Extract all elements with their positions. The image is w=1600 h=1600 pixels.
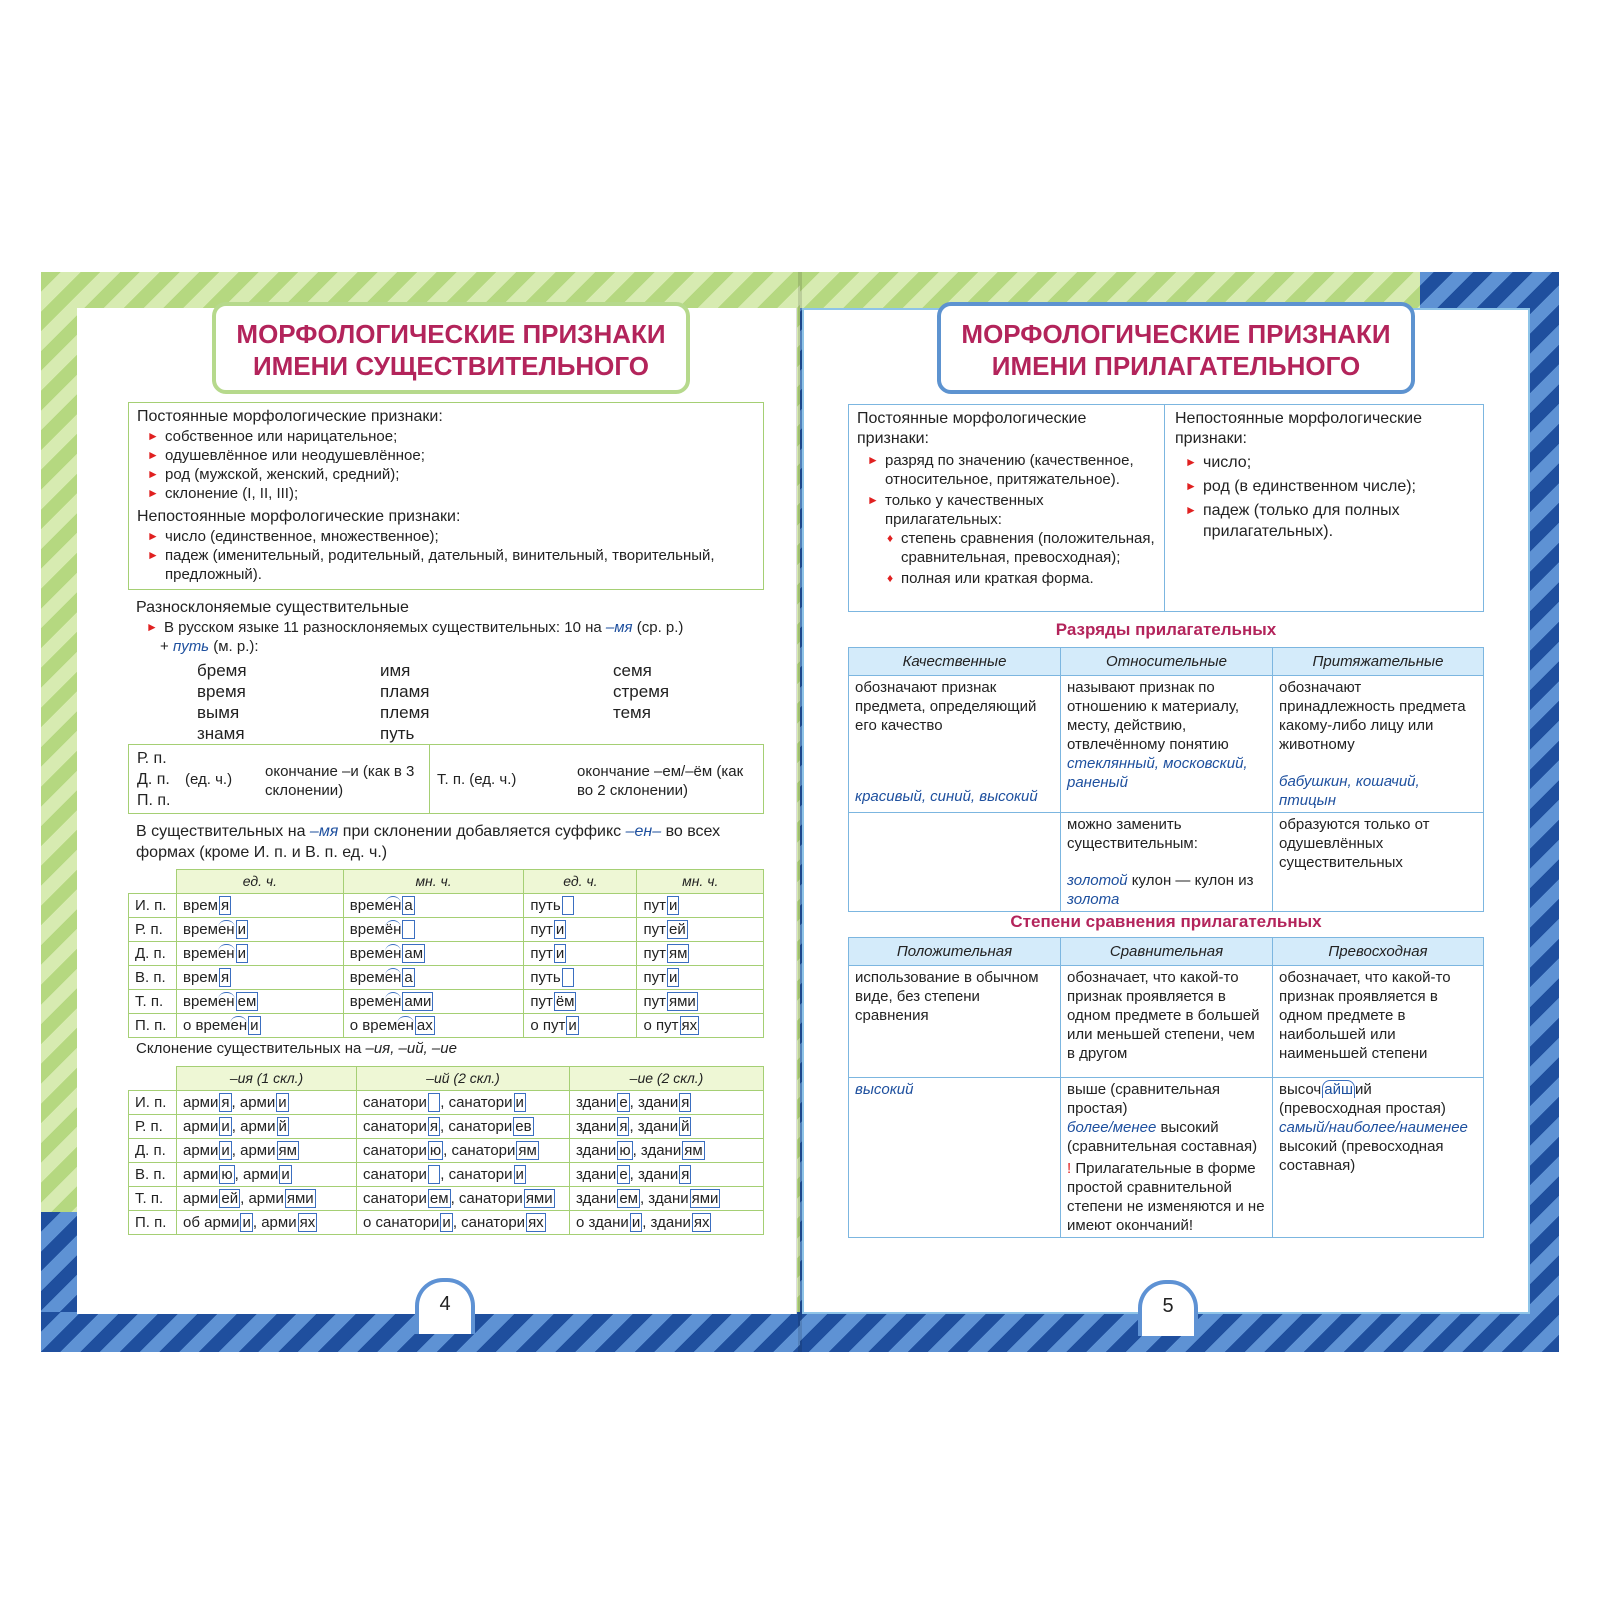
adj-nonconst-col	[1167, 405, 1483, 546]
list-item: ► падеж (именительный, родительный, дательный, винительный, творительный, предложный).	[147, 547, 715, 583]
table-cell: о пут и	[524, 1014, 637, 1038]
column-header: –ие (2 скл.)	[570, 1067, 764, 1091]
declension-table-1	[128, 869, 764, 1038]
table-cell: пут и	[637, 894, 764, 918]
table-cell: здани ю , здани ям	[570, 1139, 764, 1163]
table-cell: пут и	[524, 942, 637, 966]
table-cell: обозначает, что какой-то признак проявляется в одном предмете в большей или меньшей степени, чем в другом	[1061, 966, 1273, 1078]
table-cell: времен а	[343, 966, 524, 990]
words-col-3: семя стремя темя	[613, 661, 670, 722]
case-label: Т. п.	[129, 1187, 177, 1211]
right-page	[802, 308, 1530, 1317]
column-header: –ия (1 скл.)	[177, 1067, 357, 1091]
table-cell: арми и , арми ям	[177, 1139, 357, 1163]
table-cell: выше (сравнительная простая) более/менее высокий (сравнительная составная) ! Прилагательные в форме простой сравнительной степени не изменяются и не имеют окончаний!	[1061, 1078, 1273, 1238]
table-cell: санатори я , санатори ев	[357, 1115, 570, 1139]
case-label: И. п.	[129, 894, 177, 918]
case-label: В. п.	[129, 966, 177, 990]
page-number-4: 4	[415, 1278, 475, 1334]
column-header: ед. ч.	[177, 870, 344, 894]
case-label: Р. п.	[129, 1115, 177, 1139]
list-item: ► разряд по значению (качественное, относительное, притяжательное).	[867, 452, 1134, 488]
table-cell: здани е , здани я	[570, 1091, 764, 1115]
table-cell	[849, 813, 1061, 912]
table-cell: высоч айш ий (превосходная простая) самый/наиболее/наименее высокий (превосходная составная)	[1273, 1078, 1484, 1238]
noun-const-heading: Постоянные морфологические признаки:	[137, 408, 443, 425]
table-cell: санатори ем , санатори ями	[357, 1187, 570, 1211]
suffix-note: В существительных на –мя при склонении добавляется суффикс –ен– во всех формах (кроме И. п. и В. п. ед. ч.)	[136, 823, 721, 861]
table-cell: обозначают признак предмета, определяющий его качество красивый, синий, высокий	[849, 676, 1061, 813]
table-cell: врем я	[177, 894, 344, 918]
table-row	[129, 1187, 764, 1211]
table-cell: здани е , здани я	[570, 1163, 764, 1187]
table-cell: санатори , санатори и	[357, 1163, 570, 1187]
list-item: ► число (единственное, множественное);	[147, 528, 439, 545]
razn-section	[136, 598, 766, 656]
table-cell: времен а	[343, 894, 524, 918]
case-label: И. п.	[129, 1091, 177, 1115]
table-cell: санатори ю , санатори ям	[357, 1139, 570, 1163]
table-cell: путь	[524, 894, 637, 918]
right-page-title: МОРФОЛОГИЧЕСКИЕ ПРИЗНАКИ ИМЕНИ ПРИЛАГАТЕЛЬНОГО	[937, 302, 1415, 394]
adj-features-box	[848, 404, 1484, 612]
sub-item: ♦ степень сравнения (положительная, сравнительная, превосходная);	[887, 530, 1155, 566]
sub-item: ♦ полная или краткая форма.	[887, 570, 1094, 587]
table-row	[129, 1091, 764, 1115]
column-header: Превосходная	[1273, 938, 1484, 966]
razryady-table	[848, 647, 1484, 912]
case-label: П. п.	[129, 1211, 177, 1235]
case-label: Т. п.	[129, 990, 177, 1014]
table-cell: пут ём	[524, 990, 637, 1014]
column-header: мн. ч.	[343, 870, 524, 894]
table-cell: здани я , здани й	[570, 1115, 764, 1139]
stepeni-table	[848, 937, 1484, 1238]
table-cell: о времен и	[177, 1014, 344, 1038]
table-cell: времен и	[177, 942, 344, 966]
ed-ch-label: (ед. ч.)	[185, 771, 233, 788]
adj-nonconst-heading: Непостоянные морфологические признаки:	[1175, 410, 1423, 447]
left-page	[77, 308, 797, 1314]
table-cell: использование в обычном виде, без степени сравнения	[849, 966, 1061, 1078]
table-cell: арми ей , арми ями	[177, 1187, 357, 1211]
table-cell: арми и , арми й	[177, 1115, 357, 1139]
table-row	[129, 942, 764, 966]
table-cell: об арми и , арми ях	[177, 1211, 357, 1235]
case-label: Д. п.	[129, 1139, 177, 1163]
table-row	[129, 1115, 764, 1139]
column-header: Сравнительная	[1061, 938, 1273, 966]
cases-list: Р. п. Д. п. П. п.	[137, 750, 171, 809]
table-cell: санатори , санатори и	[357, 1091, 570, 1115]
table-row	[129, 918, 764, 942]
table-row	[129, 1014, 764, 1038]
list-item: ► число;	[1185, 454, 1252, 471]
razn-text: ► В русском языке 11 разносклоняемых существительных: 10 на –мя (ср. р.)	[146, 619, 684, 636]
razn-endings-box	[128, 744, 764, 814]
list-item: ► склонение (I, II, III);	[147, 485, 299, 502]
razn-text-2: + путь (м. р.):	[160, 638, 259, 655]
ending-i: окончание –и (как в 3 склонении)	[265, 763, 415, 799]
left-page-title: МОРФОЛОГИЧЕСКИЕ ПРИЗНАКИ ИМЕНИ СУЩЕСТВИТЕЛЬНОГО	[212, 302, 690, 394]
table-cell: времен ами	[343, 990, 524, 1014]
list-item: ► род (мужской, женский, средний);	[147, 466, 400, 483]
table-cell: пут ей	[637, 918, 764, 942]
table-cell: обозначают принадлежность предмета какому-либо лицу или животному бабушкин, кошачий, птицын	[1273, 676, 1484, 813]
adj-const-heading: Постоянные морфологические признаки:	[857, 410, 1087, 447]
table-cell: арми я , арми и	[177, 1091, 357, 1115]
table-row	[129, 1139, 764, 1163]
divider	[429, 745, 430, 813]
table-row	[129, 1211, 764, 1235]
razryady-title: Разряды прилагательных	[1055, 620, 1277, 639]
case-label: В. п.	[129, 1163, 177, 1187]
table-cell: здани ем , здани ями	[570, 1187, 764, 1211]
words-col-2: имя пламя племя путь	[380, 661, 430, 743]
ending-em: окончание –ем/–ём (как во 2 склонении)	[577, 763, 744, 799]
table-row	[129, 966, 764, 990]
table-cell: пут и	[524, 918, 637, 942]
table-cell: путь	[524, 966, 637, 990]
table-cell: пут ям	[637, 942, 764, 966]
table-cell: времён	[343, 918, 524, 942]
case-label: П. п.	[129, 1014, 177, 1038]
table-cell: времен ам	[343, 942, 524, 966]
list-item: ► собственное или нарицательное;	[147, 428, 398, 445]
noun-features-box	[128, 402, 764, 590]
table-row	[129, 990, 764, 1014]
list-item: ► род (в единственном числе);	[1185, 478, 1416, 495]
list-item: ► падеж (только для полных прилагательных).	[1185, 502, 1400, 540]
table-cell: о времен ах	[343, 1014, 524, 1038]
case-label: Р. п.	[129, 918, 177, 942]
column-header: Притяжательные	[1273, 648, 1484, 676]
tp-label: Т. п. (ед. ч.)	[437, 771, 517, 788]
table-cell: о пут ях	[637, 1014, 764, 1038]
column-header: Качественные	[849, 648, 1061, 676]
case-label: Д. п.	[129, 942, 177, 966]
column-header: Положительная	[849, 938, 1061, 966]
table-cell: обозначает, что какой-то признак проявляется в одном предмете в наибольшей или наименьшей степени	[1273, 966, 1484, 1078]
table-row	[129, 894, 764, 918]
table-cell: арми ю , арми и	[177, 1163, 357, 1187]
open-book	[41, 272, 1559, 1352]
column-header: мн. ч.	[637, 870, 764, 894]
table-cell: о санатори и , санатори ях	[357, 1211, 570, 1235]
adj-const-col	[849, 405, 1165, 611]
table-row	[129, 1163, 764, 1187]
table-cell: времен ем	[177, 990, 344, 1014]
column-header: Относительные	[1061, 648, 1273, 676]
table-cell: называют признак по отношению к материалу, месту, действию, отвлечённому понятию стеклянный, московский, раненый	[1061, 676, 1273, 813]
noun-nonconst-heading: Непостоянные морфологические признаки:	[137, 508, 461, 525]
decl2-caption: Склонение существительных на –ия, –ий, –ие	[136, 1040, 457, 1057]
stepeni-title: Степени сравнения прилагательных	[1010, 912, 1322, 931]
page-number-5: 5	[1138, 1280, 1198, 1336]
table-cell: времен и	[177, 918, 344, 942]
words-col-1: бремя время вымя знамя	[197, 661, 247, 743]
table-cell: врем я	[177, 966, 344, 990]
column-header: –ий (2 скл.)	[357, 1067, 570, 1091]
list-item: ► одушевлённое или неодушевлённое;	[147, 447, 425, 464]
table-cell: можно заменить существительным: золотой кулон — кулон из золота	[1061, 813, 1273, 912]
table-cell: о здани и , здани ях	[570, 1211, 764, 1235]
table-cell: пут ями	[637, 990, 764, 1014]
declension-table-2	[128, 1066, 764, 1235]
list-item: ► только у качественных прилагательных:	[867, 492, 1044, 528]
table-cell: высокий	[849, 1078, 1061, 1238]
table-cell: пут и	[637, 966, 764, 990]
razn-heading: Разносклоняемые существительные	[136, 599, 409, 616]
table-cell: образуются только от одушевлённых существительных	[1273, 813, 1484, 912]
column-header: ед. ч.	[524, 870, 637, 894]
